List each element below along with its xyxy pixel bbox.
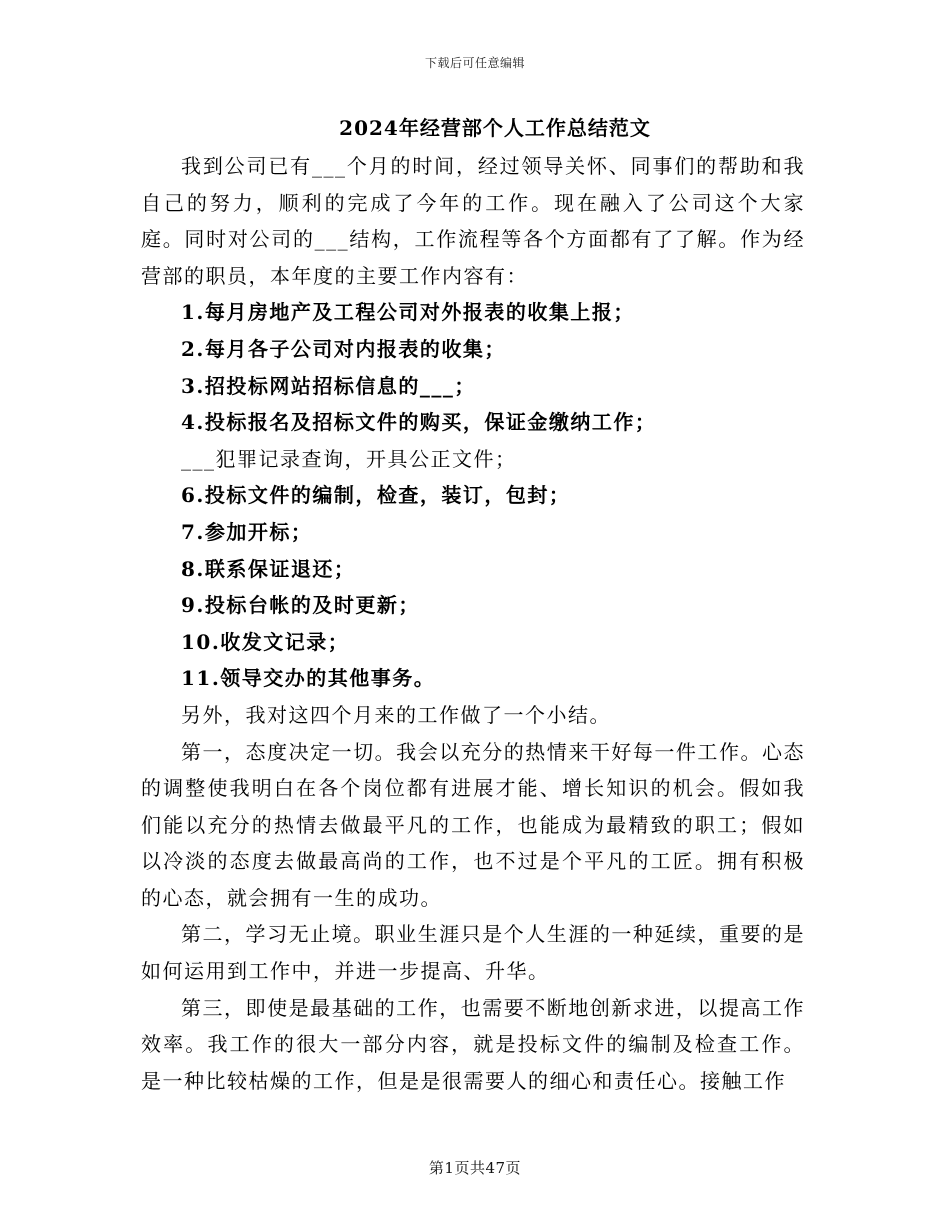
document-body: [141, 148, 805, 1099]
paragraph-point-two: 第二，学习无止境。职业生涯只是个人生涯的一种延续，重要的是如何运用到工作中，并进一步提高、升华。: [141, 922, 805, 984]
list-item: 3.招投标网站招标信息的___；: [181, 373, 476, 398]
list-item: 1.每月房地产及工程公司对外报表的收集上报；: [181, 300, 635, 325]
list-item: ___犯罪记录查询，开具公正文件；: [181, 446, 517, 471]
list-item: 4.投标报名及招标文件的购买，保证金缴纳工作；: [181, 410, 657, 435]
list-item: 11.领导交办的其他事务。: [181, 666, 436, 691]
paragraph-summary-intro: 另外，我对这四个月来的工作做了一个小结。: [181, 702, 611, 727]
list-item: 6.投标文件的编制，检查，装订，包封；: [181, 483, 571, 508]
header-note: 下载后可任意编辑: [424, 56, 525, 70]
list-item: 2.每月各子公司对内报表的收集；: [181, 336, 506, 361]
list-item: 10.收发文记录；: [181, 629, 350, 654]
document-title: 2024年经营部个人工作总结范文: [339, 116, 651, 140]
paragraph-point-one: 第一，态度决定一切。我会以充分的热情来干好每一件工作。心态的调整使我明白在各个岗位都有进展才能、增长知识的机会。假如我们能以充分的热情去做最平凡的工作，也能成为最精致的职工；假如以冷淡的态度去做最高尚的工作，也不过是个平凡的工匠。拥有积极的心态，就会拥有一生的成功。: [141, 739, 805, 910]
paragraph-point-three: 第三，即使是最基础的工作，也需要不断地创新求进，以提高工作效率。我工作的很大一部分内容，就是投标文件的编制及检查工作。是一种比较枯燥的工作，但是是很需要人的细心和责任心。接触工作: [141, 995, 805, 1093]
list-item: 7.参加开标；: [181, 519, 313, 544]
title-container: [0, 112, 950, 141]
paragraph-intro: 我到公司已有___个月的时间，经过领导关怀、同事们的帮助和我自己的努力，顺利的完成了今年的工作。现在融入了公司这个大家庭。同时对公司的___结构，工作流程等各个方面都有了了解。作为经营部的职员，本年度的主要工作内容有：: [141, 154, 805, 288]
page-number-footer: 第1页共47页: [428, 1159, 522, 1177]
list-item: 9.投标台帐的及时更新；: [181, 593, 420, 618]
list-item: 8.联系保证退还；: [181, 556, 356, 581]
